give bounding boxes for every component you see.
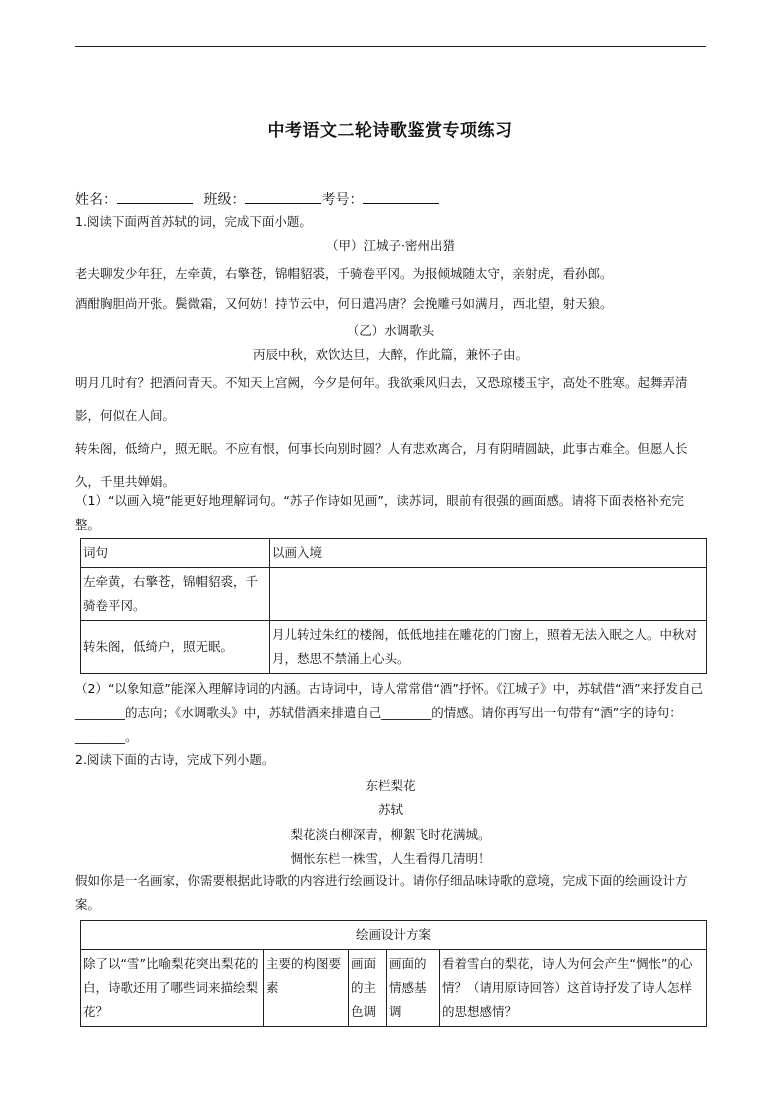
table-cell: 看着雪白的梨花，诗人为何会产生“惆怅”的心情？（请用原诗回答）这首诗抒发了诗人怎样的思想感情？ [440,950,707,1027]
q2-poem-line-2: 惆怅东栏一株雪，人生看得几清明！ [290,851,491,866]
q2-poem-author: 苏轼 [377,802,403,817]
student-info [75,189,439,209]
q2-intro: 2.阅读下面的古诗，完成下列小题。 [75,752,275,767]
exam-label: 考号： [321,192,364,208]
q1-sub2: （2）“以象知意”能深入理解诗词的内涵。古诗词中，诗人常常借“酒”抒怀。《江城子》中，苏轼借“酒”来抒发自己________的志向；《水调歌头》中，苏轼借酒来排遣自己________的情感。请你再写出一句带有“酒”字的诗句：________。 [75,681,704,744]
name-blank[interactable] [117,189,193,204]
table-cell: 除了以“雪”比喻梨花突出梨花的白，诗歌还用了哪些词来描绘梨花？ [81,950,264,1027]
table-cell: 左牵黄，右擎苍，锦帽貂裘，千骑卷平冈。 [81,568,270,621]
table-cell: 月儿转过朱红的楼阁，低低地挂在雕花的门窗上，照着无法入眠之人。中秋对月，愁思不禁涌上心头。 [270,621,707,674]
table-caption: 绘画设计方案 [81,921,707,950]
q2-poem-line-1: 梨花淡白柳深青，柳絮飞时花满城。 [290,827,491,842]
table-row [81,950,707,1027]
q2-table [80,920,707,1027]
table-cell: 画面的情感基调 [387,950,440,1027]
table-header-cell: 以画入境 [270,539,707,568]
poem-b-title: （乙）水调歌头 [346,323,435,338]
header-rule [75,46,706,47]
table-row [81,921,707,950]
class-blank[interactable] [245,189,321,204]
table-row [81,621,707,674]
table-cell: 主要的构图要素 [264,950,349,1027]
table-row [81,568,707,621]
poem-a-title: （甲）江城子·密州出猎 [326,238,455,253]
answer-cell[interactable] [270,568,707,621]
poem-a-line-2: 酒酣胸胆尚开张。鬓微霜，又何妨！持节云中，何日遣冯唐？会挽雕弓如满月，西北望，射天狼。 [75,296,613,311]
class-label: 班级： [203,192,246,208]
table-row [81,539,707,568]
table-header-cell: 词句 [81,539,270,568]
page-title: 中考语文二轮诗歌鉴赏专项练习 [267,121,513,141]
q2-task: 假如你是一名画家，你需要根据此诗歌的内容进行绘画设计。请你仔细品味诗歌的意境，完成下面的绘画设计方案。 [75,873,688,912]
table-cell: 转朱阁，低绮户，照无眠。 [81,621,270,674]
poem-b-paragraph-1: 明月几时有？把酒问青天。不知天上宫阙，今夕是何年。我欲乘风归去，又恐琼楼玉宇，高处不胜寒。起舞弄清影，何似在人间。 [75,375,688,423]
exam-blank[interactable] [363,189,439,204]
q1-sub1: （1）“以画入境”能更好地理解词句。“苏子作诗如见画”，读苏词，眼前有很强的画面感。请将下面表格补充完整。 [75,493,684,532]
poem-a-line-1: 老夫聊发少年狂，左牵黄，右擎苍，锦帽貂裘，千骑卷平冈。为报倾城随太守，亲射虎，看孙郎。 [75,266,613,281]
q2-poem-title: 东栏梨花 [365,778,416,793]
q1-intro: 1.阅读下面两首苏轼的词，完成下面小题。 [75,214,312,229]
table-cell: 画面的主色调 [349,950,387,1027]
poem-b-paragraph-2: 转朱阁，低绮户，照无眠。不应有恨，何事长向别时圆？人有悲欢离合，月有阴晴圆缺，此事古难全。但愿人长久，千里共婵娟。 [75,441,688,489]
name-label: 姓名： [75,192,117,208]
poem-b-preface: 丙辰中秋，欢饮达旦，大醉，作此篇，兼怀子由。 [252,347,528,362]
q1-table [80,538,707,674]
